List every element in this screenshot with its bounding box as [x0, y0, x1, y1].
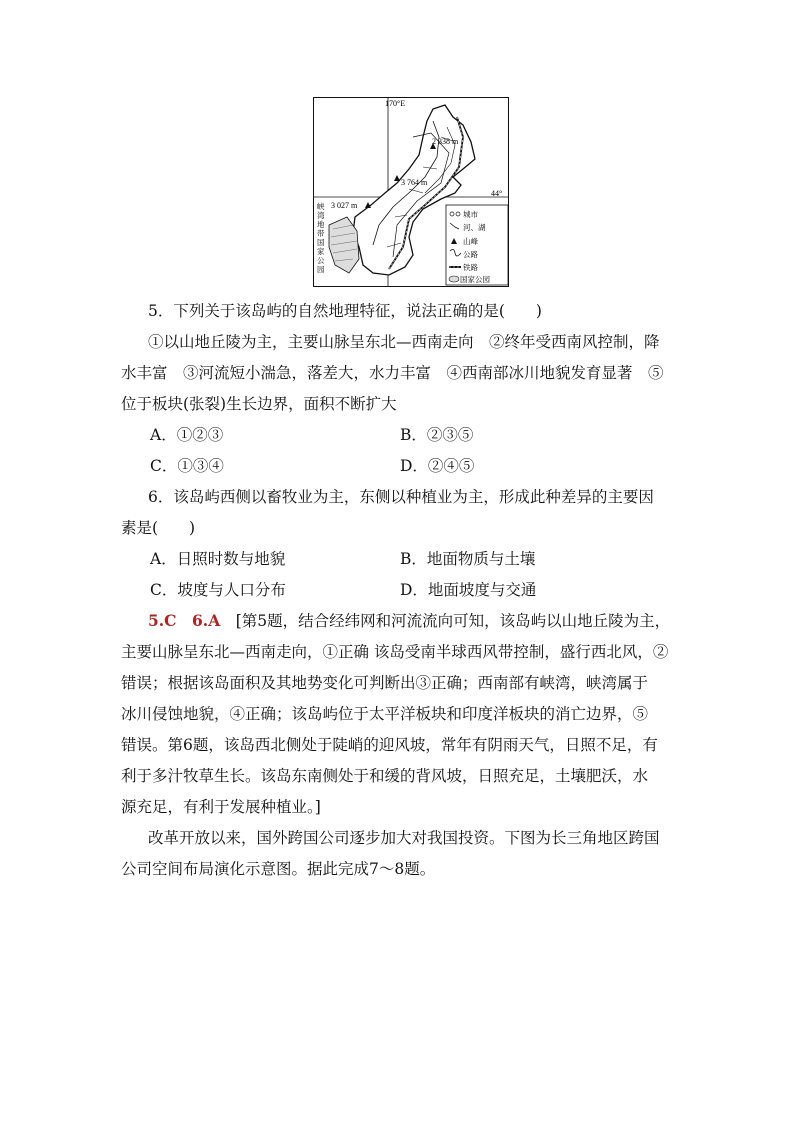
q5-line3: 位于板块(张裂)生长边界，面积不断扩大 [121, 395, 397, 413]
q5-line2: 水丰富 ③河流短小湍急，落差大，水力丰富 ④西南部冰川地貌发育显著 ⑤ [121, 364, 664, 382]
q6-option-a: A．日照时数与地貌 [150, 550, 286, 568]
answer-text-1: [第5题，结合经纬网和河流流向可知，该岛屿以山地丘陵为主， [220, 612, 671, 630]
svg-text:带: 带 [317, 229, 325, 238]
q6-option-b: B．地面物质与土壤 [400, 550, 536, 568]
answer-line7: 源充足，有利于发展种植业。] [121, 798, 321, 816]
map-legend [446, 205, 508, 285]
svg-text:公: 公 [317, 256, 325, 265]
park-vertical-label [317, 201, 325, 274]
q5-option-a: A．①②③ [150, 426, 224, 444]
q6-option-d: D．地面坡度与交通 [400, 581, 537, 599]
svg-text:地: 地 [317, 220, 325, 229]
park-legend-icon [449, 276, 459, 282]
q5-option-c: C．①③④ [150, 457, 224, 475]
legend-rail: 铁路 [463, 263, 478, 272]
legend-river: 河、湖 [463, 223, 486, 232]
lat-label: 44° [491, 189, 503, 198]
legend-road: 公路 [463, 250, 478, 259]
peak3-label: 3 027 m [331, 201, 358, 210]
q6-line2: 素是( ) [121, 519, 196, 537]
svg-text:国: 国 [317, 238, 325, 247]
answer-first-line [148, 610, 794, 632]
q5-line1: ①以山地丘陵为主，主要山脉呈东北—西南走向 ②终年受西南风控制，降 [148, 333, 660, 351]
peak2-label: 3 764 m [401, 178, 428, 187]
q5-option-d: D．②④⑤ [400, 457, 475, 475]
answer-line5: 错误。第6题，该岛西北侧处于陡峭的迎风坡，常年有阴雨天气，日照不足，有 [121, 736, 658, 754]
svg-text:峡: 峡 [317, 202, 325, 211]
answer-line2: 主要山脉呈东北—西南走向，①正确 该岛受南半球西风带控制，盛行西北风，② [121, 643, 669, 661]
answer-line6: 利于多汁牧草生长。该岛东南侧处于和缓的背风坡，日照充足，土壤肥沃，水 [121, 767, 649, 785]
legend-peak: 山峰 [463, 237, 478, 246]
q5-stem: 5．下列关于该岛屿的自然地理特征，说法正确的是( ) [148, 302, 542, 320]
svg-text:湾: 湾 [317, 211, 325, 220]
answer-line3: 错误；根据该岛面积及其地势变化可判断出③正确；西南部有峡湾，峡湾属于 [121, 674, 649, 692]
intro-line2: 公司空间布局演化示意图。据此完成7～8题。 [121, 860, 436, 878]
answer-line4: 冰川侵蚀地貌，④正确；该岛屿位于太平洋板块和印度洋板块的消亡边界，⑤ [121, 705, 649, 723]
intro-line1: 改革开放以来，国外跨国公司逐步加大对我国投资。下图为长三角地区跨国 [148, 829, 660, 847]
island-map [313, 97, 509, 287]
svg-text:家: 家 [317, 247, 325, 256]
answer-key: 5.C 6.A [148, 611, 221, 630]
peak1-label: 2 338 m [432, 137, 459, 146]
q6-line1: 6．该岛屿西侧以畜牧业为主，东侧以种植业为主，形成此种差异的主要因 [148, 488, 654, 506]
lon-label: 170°E [385, 99, 406, 108]
svg-text:园: 园 [317, 265, 325, 274]
q5-option-b: B．②③⑤ [400, 426, 474, 444]
legend-park: 国家公园 [460, 275, 490, 284]
legend-city: 城市 [463, 210, 478, 219]
q6-option-c: C．坡度与人口分布 [150, 581, 286, 599]
